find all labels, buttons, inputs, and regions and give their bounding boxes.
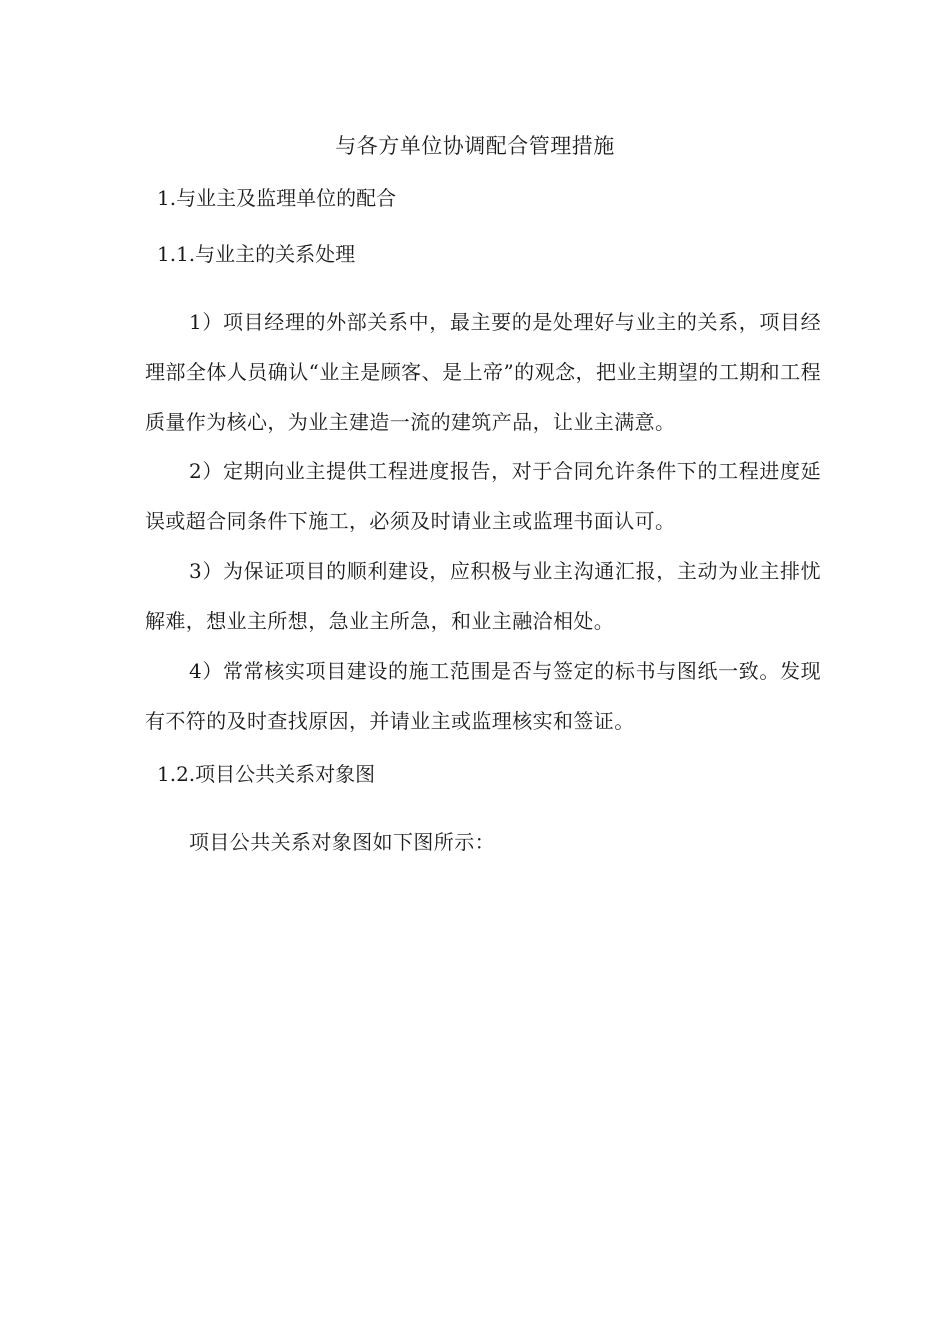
section-heading-1-2: 1.2.项目公共关系对象图 — [157, 762, 376, 786]
paragraph-4: 4）常常核实项目建设的施工范围是否与签定的标书与图纸一致。发现有不符的及时查找原因，并请业主或监理核实和签证。 — [145, 659, 821, 733]
figure-intro-paragraph: 项目公共关系对象图如下图所示： — [189, 830, 495, 854]
paragraph-3: 3）为保证项目的顺利建设，应积极与业主沟通汇报，主动为业主排忧解难，想业主所想，急业主所急，和业主融洽相处。 — [145, 559, 821, 633]
paragraph-2: 2）定期向业主提供工程进度报告，对于合同允许条件下的工程进度延误或超合同条件下施工，必须及时请业主或监理书面认可。 — [145, 459, 821, 533]
document-title: 与各方单位协调配合管理措施 — [335, 134, 615, 158]
section-heading-1-1: 1.1.与业主的关系处理 — [157, 242, 356, 266]
paragraph-1: 1）项目经理的外部关系中，最主要的是处理好与业主的关系，项目经理部全体人员确认“业主是顾客、是上帝”的观念，把业主期望的工期和工程质量作为核心，为业主建造一流的建筑产品，让业主满意。 — [145, 310, 821, 434]
section-heading-1: 1.与业主及监理单位的配合 — [157, 186, 397, 210]
